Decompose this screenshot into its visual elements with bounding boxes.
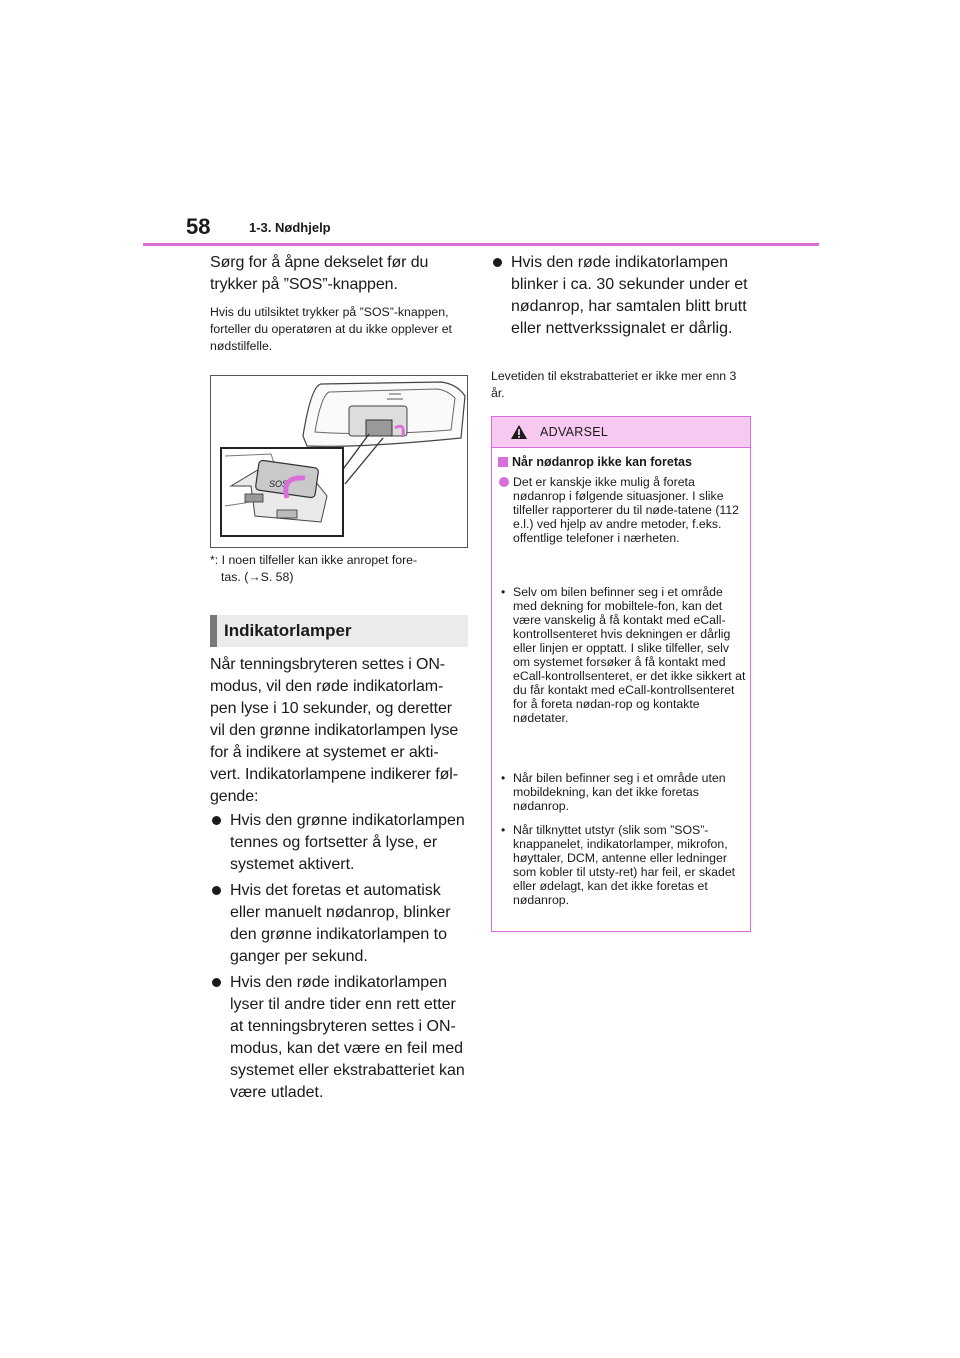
- bullet-dot: [493, 258, 502, 267]
- indicator-intro: Når tenningsbryteren settes i ON-modus, vil den røde indikatorlam-pen lyse i 10 sekunder, og deretter vil den grønne indikatorlampen lyse for å indikere at systemet er akti-vert. Indikatorlampene indikerer føl-gende:: [210, 656, 459, 805]
- footnote: [210, 552, 468, 586]
- footnote-line-2: tas. (→S. 58): [221, 570, 294, 584]
- warning-triangle-icon: [510, 424, 528, 440]
- left-column: [210, 252, 470, 1101]
- battery-life-note: Levetiden til ekstrabatteriet er ikke mer enn 3 år.: [491, 369, 737, 400]
- indicator-bullet-2: Hvis det foretas et automatisk eller manuelt nødanrop, blinker den grønne indikatorlampen to ganger per sekund.: [210, 880, 468, 968]
- sos-button-illustration: [210, 375, 468, 548]
- accidental-press-note: Hvis du utilsiktet trykker på ”SOS”-knappen, forteller du operatøren at du ikke opplever et nødstilfelle.: [210, 305, 452, 353]
- dot-bullet-icon: •: [501, 771, 506, 785]
- warning-item-3: • Når tilknyttet utstyr (slik som ”SOS”-knappanelet, indikatorlamper, mikrofon, høyttaler, DCM, antenne eller ledninger som kobler til utsty-ret) har feil, er skadet eller ødelagt, kan det ikke foretas et nødanrop.: [501, 823, 736, 907]
- warning-title: ADVARSEL: [540, 425, 609, 439]
- dot-bullet-icon: •: [501, 823, 506, 837]
- bullet-dot: [212, 978, 221, 987]
- warning-box: [491, 416, 751, 932]
- footnote-line-1: *: I noen tilfeller kan ikke anropet fore-: [210, 553, 418, 567]
- red-blink-bullet: Hvis den røde indikatorlampen blinker i ca. 30 sekunder under et nødanrop, har samtalen blitt brutt eller nettverkssignalet er dårlig.: [491, 252, 753, 340]
- bullet-dot: [212, 886, 221, 895]
- indicator-bullet-3: Hvis den røde indikatorlampen lyser til andre tider enn rett etter at tenningsbryteren settes i ON-modus, kan det være en feil med systemet eller ekstrabatteriet kan være utladet.: [210, 972, 468, 1104]
- warning-header: [492, 417, 750, 448]
- warning-item-2: • Når bilen befinner seg i et område uten mobildekning, kan det ikke foretas nødanrop.: [501, 771, 726, 813]
- warning-item-1: • Selv om bilen befinner seg i et område med dekning for mobiltele-fon, kan det være vanskelig å få kontakt med eCall-kontrollsenteret hvis dekningen er dårlig eller linjen er opptatt. I slike tilfeller, selv om systemet forsøker å få kontakt med eCall-kontrollsenteret, er det ikke sikkert at du får kontakt med eCall-kontrollsenteret for å foreta nødan-rop og kontakte nødetater.: [501, 585, 746, 725]
- open-cover-instruction: Sørg for å åpne dekselet før du trykker på ”SOS”-knappen.: [210, 254, 429, 293]
- dot-bullet-icon: •: [501, 585, 506, 599]
- warning-primary: Det er kanskje ikke mulig å foreta nødanrop i følgende situasjoner. I slike tilfeller rapporterer du til nøde-tatene (112 e.l.) ved hjelp av andre metoder, f.eks. offentlige telefoner i nærheten.: [498, 475, 746, 545]
- indicator-lamps-heading: Indikatorlamper: [210, 615, 468, 647]
- square-bullet-icon: [498, 457, 508, 467]
- page-number: 58: [186, 214, 211, 239]
- header-rule: [143, 243, 819, 246]
- indicator-bullet-1: Hvis den grønne indikatorlampen tennes og fortsetter å lyse, er systemet aktivert.: [210, 810, 468, 876]
- circle-bullet-icon: [499, 477, 509, 487]
- sos-label-text: SOS: [269, 479, 289, 489]
- bullet-dot: [212, 816, 221, 825]
- warning-subheading: Når nødanrop ikke kan foretas: [498, 455, 746, 469]
- section-title: 1-3. Nødhjelp: [249, 220, 331, 235]
